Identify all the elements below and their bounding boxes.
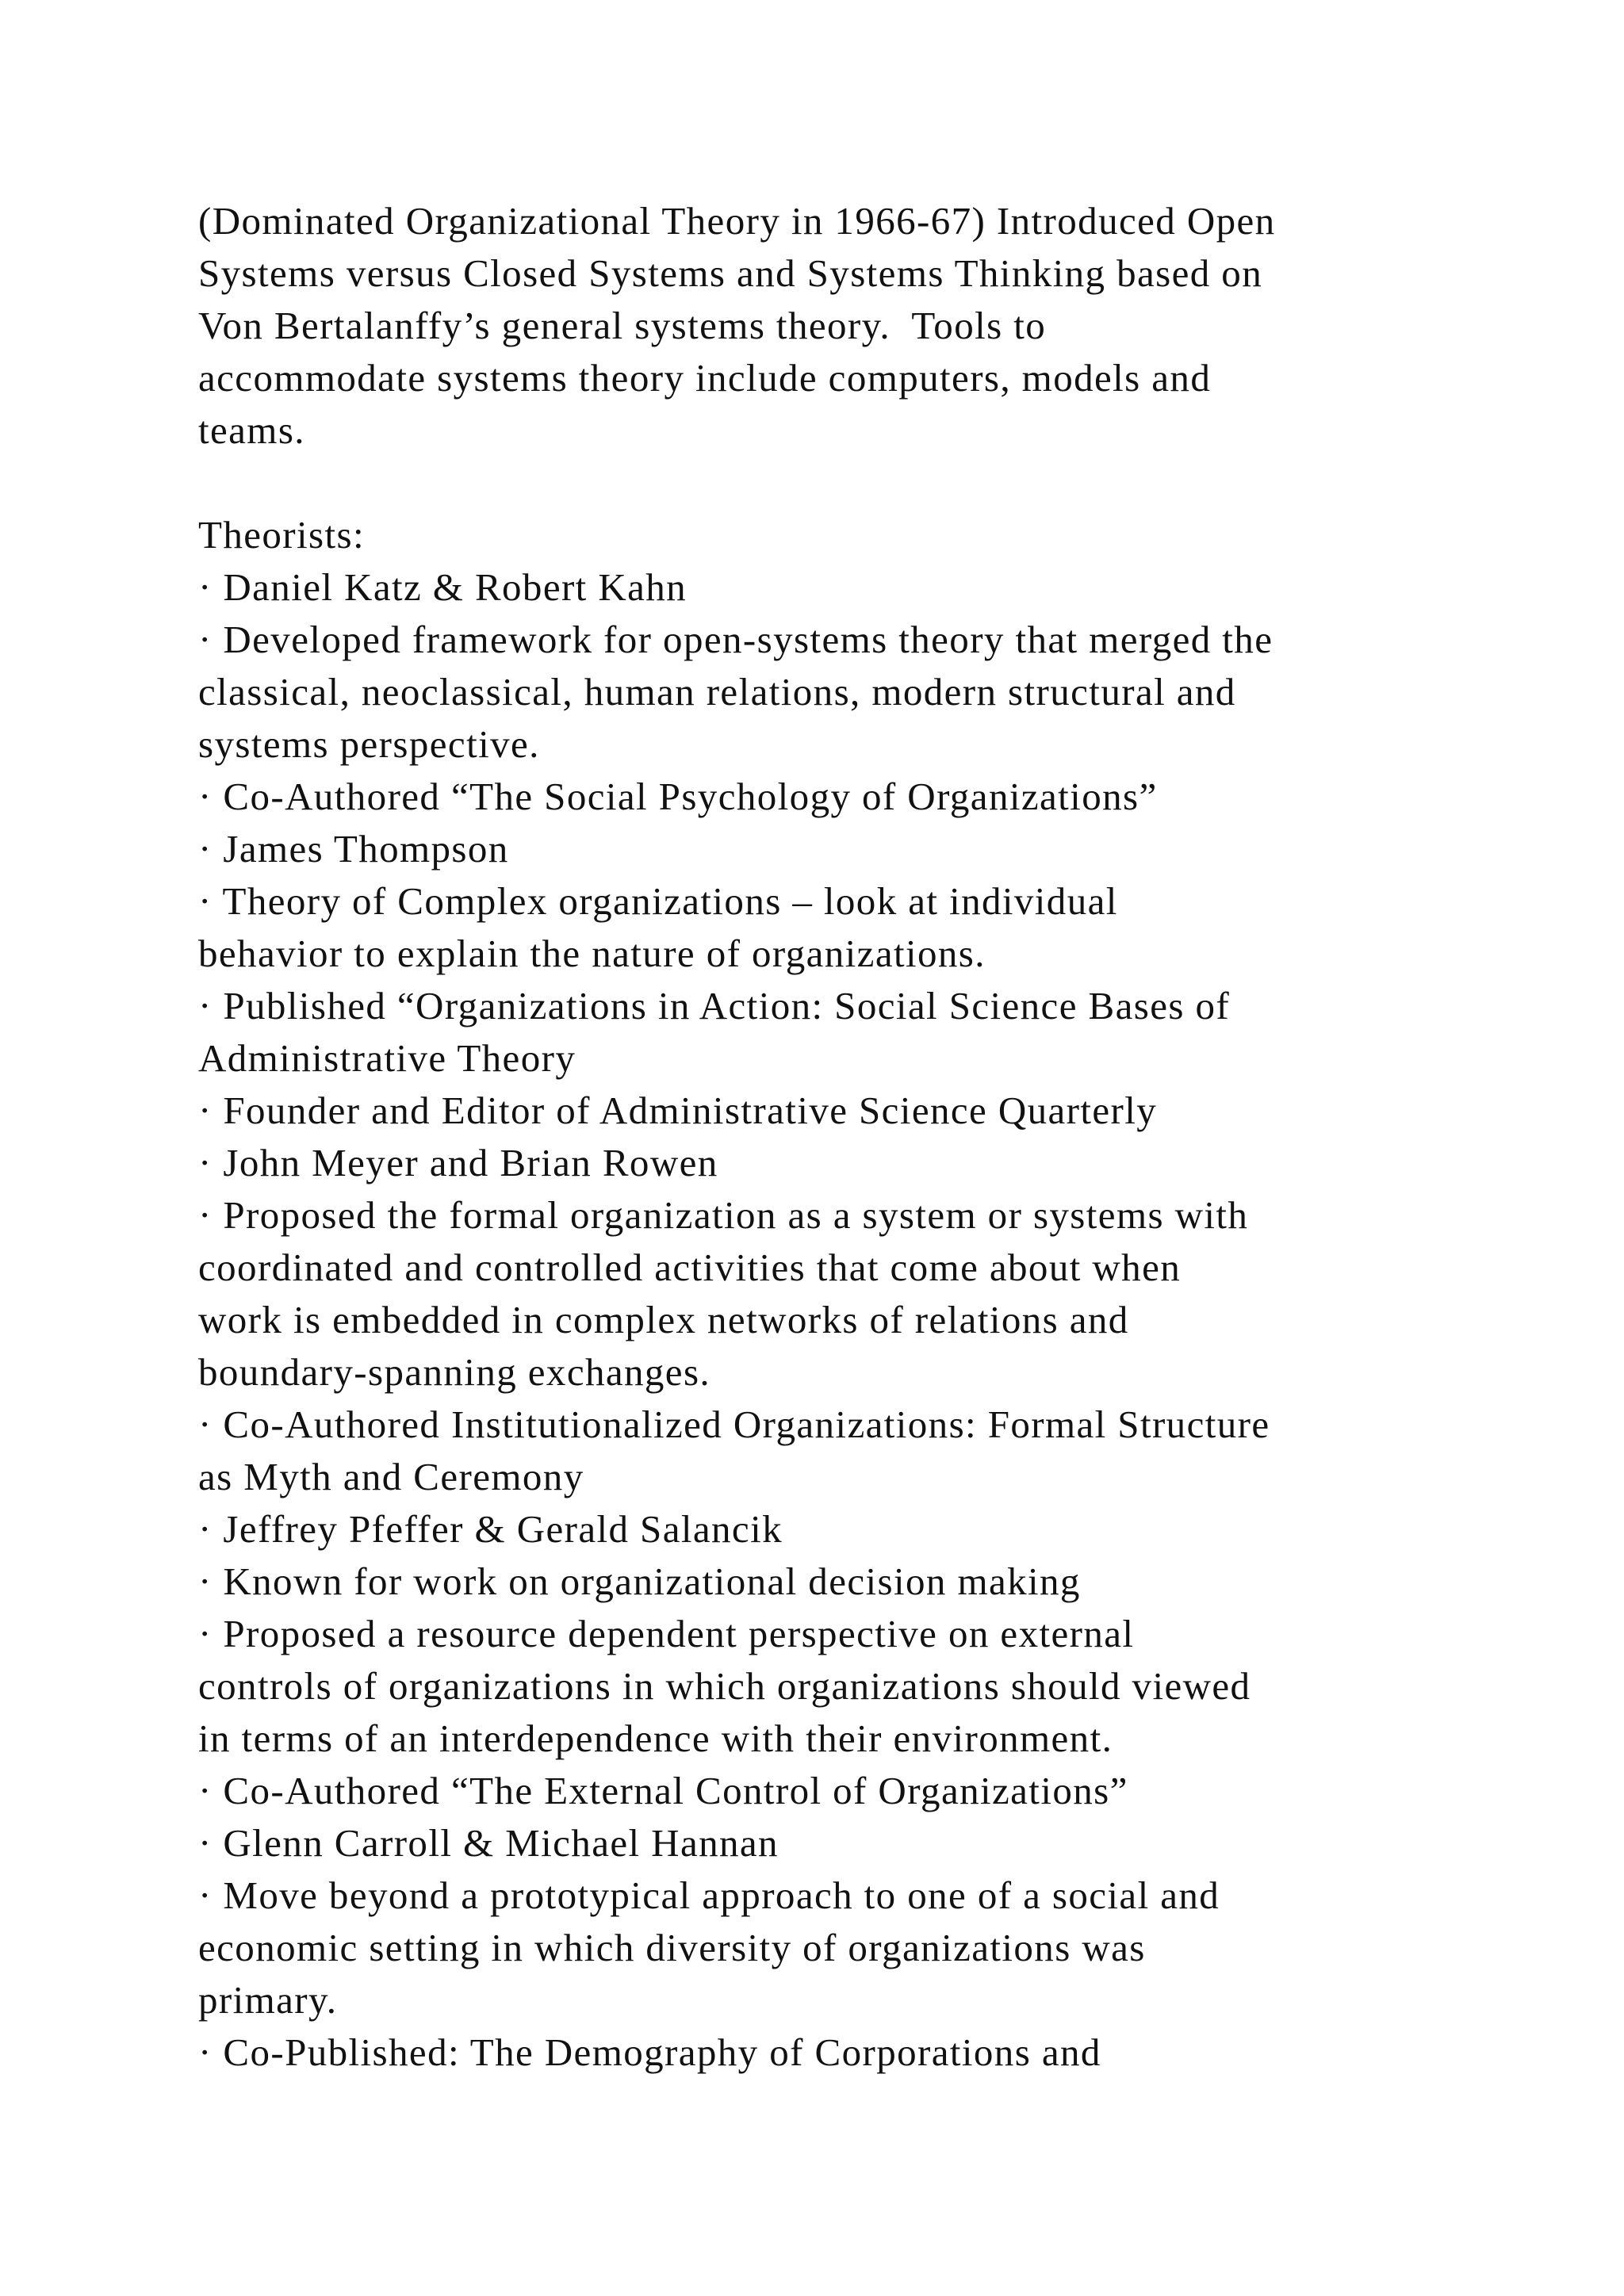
text-line: boundary-spanning exchanges. [198, 1350, 711, 1394]
text-line: behavior to explain the nature of organizations. [198, 932, 986, 975]
intro-line: (Dominated Organizational Theory in 1966-67) Introduced Open [198, 199, 1276, 243]
text-line: · Developed framework for open-systems theory that merged the [198, 618, 1274, 661]
text-line: · Daniel Katz & Robert Kahn [198, 565, 688, 609]
text-line: · James Thompson [198, 827, 509, 871]
theorists-heading: Theorists: [198, 513, 365, 557]
text-line: · Known for work on organizational decision making [198, 1559, 1081, 1603]
text-line: · Move beyond a prototypical approach to one of a social and [198, 1873, 1220, 1917]
text-line: economic setting in which diversity of organizations was [198, 1926, 1146, 1969]
text-line: · Founder and Editor of Administrative Science Quarterly [198, 1089, 1158, 1132]
intro-line: accommodate systems theory include computers, models and [198, 356, 1212, 400]
text-line: systems perspective. [198, 722, 540, 766]
document-body [198, 195, 1499, 2079]
text-line: · Jeffrey Pfeffer & Gerald Salancik [198, 1507, 783, 1551]
text-line: primary. [198, 1978, 338, 2022]
text-line: · Theory of Complex organizations – look at individual [198, 879, 1118, 923]
text-line: coordinated and controlled activities that come about when [198, 1246, 1182, 1289]
text-line: · Proposed the formal organization as a system or systems with [198, 1193, 1249, 1237]
text-line: · Co-Authored “The Social Psychology of Organizations” [198, 775, 1158, 818]
text-line: · John Meyer and Brian Rowen [198, 1141, 718, 1184]
intro-line: Systems versus Closed Systems and Systems Thinking based on [198, 251, 1263, 295]
text-line: · Co-Authored “The External Control of Organizations” [198, 1769, 1128, 1812]
text-line: · Proposed a resource dependent perspective on external [198, 1612, 1135, 1655]
intro-line: teams. [198, 408, 305, 452]
text-line: · Co-Published: The Demography of Corporations and [198, 2030, 1101, 2074]
text-line: Administrative Theory [198, 1036, 576, 1080]
paragraph-break [198, 457, 1499, 509]
text-line: · Co-Authored Institutionalized Organizations: Formal Structure [198, 1402, 1270, 1446]
text-line: work is embedded in complex networks of relations and [198, 1298, 1129, 1341]
text-line: controls of organizations in which organizations should viewed [198, 1664, 1251, 1708]
text-line: as Myth and Ceremony [198, 1455, 584, 1498]
text-line: in terms of an interdependence with their environment. [198, 1716, 1113, 1760]
text-line: · Glenn Carroll & Michael Hannan [198, 1821, 779, 1865]
intro-line: Von Bertalanffy’s general systems theory. Tools to [198, 304, 1047, 347]
text-line: · Published “Organizations in Action: Social Science Bases of [198, 984, 1231, 1027]
text-line: classical, neoclassical, human relations, modern structural and [198, 670, 1236, 714]
